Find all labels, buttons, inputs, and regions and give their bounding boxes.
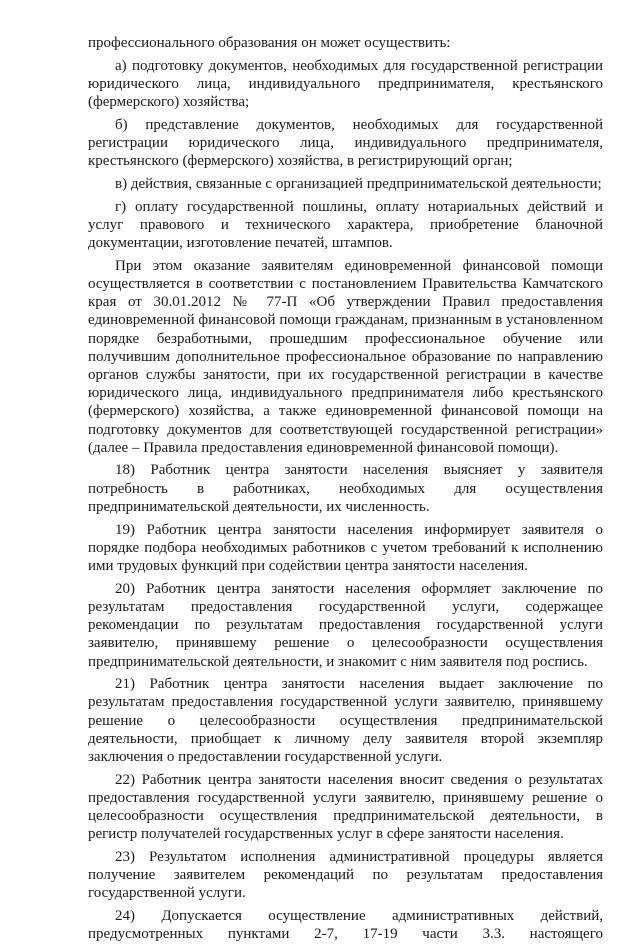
paragraph-financial-aid: При этом оказание заявителям единовременной финансовой помощи осуществляется в соответствии с постановлением Правительства Камчатского края от 30.01.2012 № 77-П «Об утверждении Правил предоставления единовременной финансовой помощи гражданам, признанным в установленном порядке безработными, прошедшим профессиональное обучение или получившим дополнительное профессиональное образование по направлению органов службы занятости, при их государственной регистрации в качестве юридического лица, индивидуального предпринимателя либо крестьянского (фермерского) хозяйства, а также единовременной финансовой помощи на подготовку документов для соответствующей государственной регистрации» (далее – Правила предоставления единовременной финансовой помощи). <box>88 257 603 456</box>
paragraph-23: 23) Результатом исполнения административной процедуры является получение заявителем рекомендаций по результатам предоставления государственной услуги. <box>88 849 603 902</box>
paragraph-22: 22) Работник центра занятости населения вносит сведения о результатах предоставления государственной услуги заявителю, принявшему решение о целесообразности осуществления предпринимательской деятельности, в регистр получателей государственных услуг в сфере занятости населения. <box>88 771 603 843</box>
paragraph-20: 20) Работник центра занятости населения оформляет заключение по результатам предоставления государственной услуги, содержащее рекомендации по результатам предоставления государственной услуги заявителю, принявшему решение о целесообразности осуществления предпринимательской деятельности, и знакомит с ним заявителя под роспись. <box>88 580 603 670</box>
paragraph-item-a: а) подготовку документов, необходимых для государственной регистрации юридического лица, индивидуального предпринимателя, крестьянского (фермерского) хозяйства; <box>88 57 603 111</box>
paragraph-item-v: в) действия, связанные с организацией предпринимательской деятельности; <box>115 175 602 192</box>
paragraph-continuation: профессионального образования он может осуществить: <box>88 35 451 51</box>
paragraph-item-b: б) представление документов, необходимых для государственной регистрации юридического лица, индивидуального предпринимателя, крестьянского (фермерского) хозяйства, в регистрирующий орган; <box>88 116 603 170</box>
paragraph-19: 19) Работник центра занятости населения информирует заявителя о порядке подбора необходимых работников с учетом требований к исполнению ими трудовых функций при содействии центра занятости населения. <box>88 521 603 574</box>
document-page <box>88 34 603 948</box>
paragraph-24: 24) Допускается осуществление административных действий, предусмотренных пунктами 2-7, 17-19 части 3.3. настоящего <box>88 908 603 943</box>
paragraph-21: 21) Работник центра занятости населения выдает заключение по результатам предоставления государственной услуги заявителю, принявшему решение о целесообразности осуществления предпринимательской деятельности, приобщает к личному делу заявителя второй экземпляр заключения о предоставлении государственной услуги. <box>88 676 603 766</box>
paragraph-item-g: г) оплату государственной пошлины, оплату нотариальных действий и услуг правового и технического характера, приобретение бланочной документации, изготовление печатей, штампов. <box>88 198 603 252</box>
paragraph-18: 18) Работник центра занятости населения выясняет у заявителя потребность в работниках, необходимых для осуществления предпринимательской деятельности, их численность. <box>88 462 603 515</box>
